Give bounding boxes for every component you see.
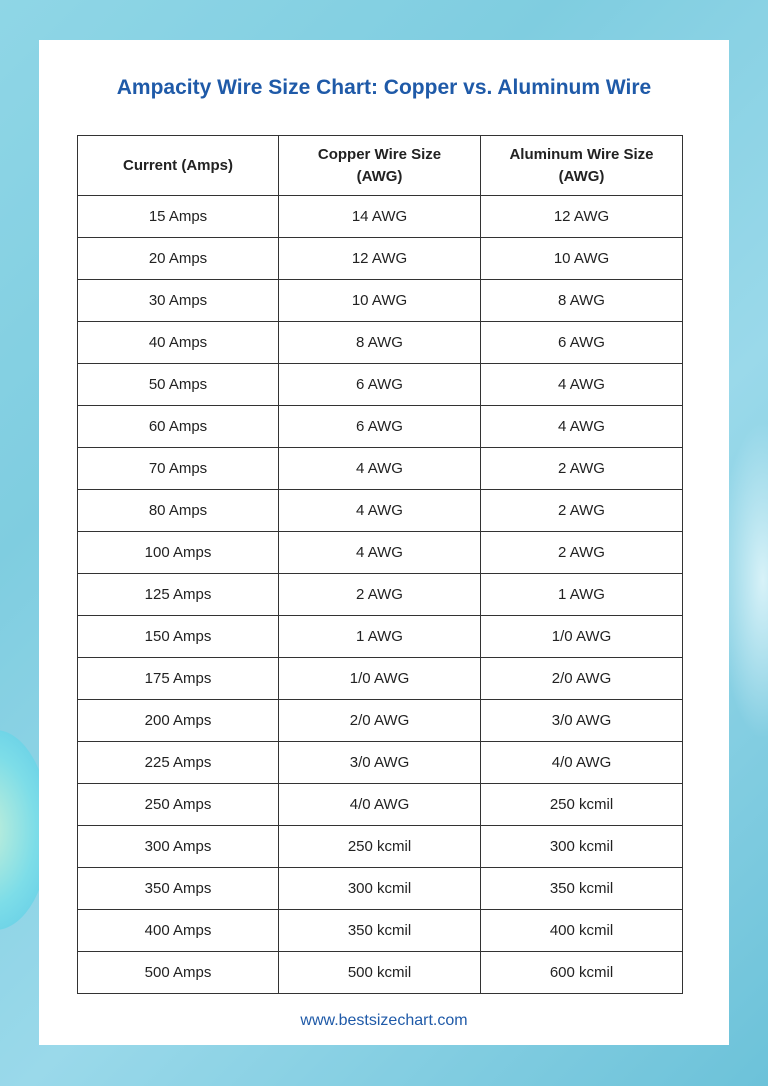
cell-copper: 4/0 AWG [279,784,481,826]
cell-aluminum: 8 AWG [481,280,683,322]
cell-current: 175 Amps [78,658,279,700]
table-header-row [78,136,683,196]
cell-current: 200 Amps [78,700,279,742]
cell-copper: 2/0 AWG [279,700,481,742]
table-row [78,700,683,742]
cell-aluminum: 6 AWG [481,322,683,364]
cell-copper: 12 AWG [279,238,481,280]
cell-copper: 250 kcmil [279,826,481,868]
cell-aluminum: 250 kcmil [481,784,683,826]
table-row [78,196,683,238]
cell-copper: 1/0 AWG [279,658,481,700]
cell-current: 70 Amps [78,448,279,490]
cell-copper: 2 AWG [279,574,481,616]
cell-aluminum: 1/0 AWG [481,616,683,658]
cell-current: 80 Amps [78,490,279,532]
cell-copper: 4 AWG [279,532,481,574]
cell-copper: 6 AWG [279,406,481,448]
table-row [78,868,683,910]
cell-copper: 4 AWG [279,490,481,532]
table-body [78,196,683,994]
cell-aluminum: 10 AWG [481,238,683,280]
cell-current: 500 Amps [78,952,279,994]
cell-aluminum: 2/0 AWG [481,658,683,700]
cell-aluminum: 350 kcmil [481,868,683,910]
cell-current: 100 Amps [78,532,279,574]
cell-current: 15 Amps [78,196,279,238]
table-row [78,742,683,784]
cell-current: 150 Amps [78,616,279,658]
table-row [78,574,683,616]
cell-current: 20 Amps [78,238,279,280]
table-row [78,238,683,280]
cell-aluminum: 2 AWG [481,532,683,574]
cell-copper: 10 AWG [279,280,481,322]
table-row [78,658,683,700]
cell-current: 250 Amps [78,784,279,826]
cell-copper: 500 kcmil [279,952,481,994]
footer-url: www.bestsizechart.com [300,1012,468,1029]
table-row [78,910,683,952]
cell-current: 300 Amps [78,826,279,868]
cell-current: 225 Amps [78,742,279,784]
cell-current: 60 Amps [78,406,279,448]
page-title: Ampacity Wire Size Chart: Copper vs. Aluminum Wire [116,76,652,99]
cell-copper: 6 AWG [279,364,481,406]
cell-current: 40 Amps [78,322,279,364]
cell-copper: 300 kcmil [279,868,481,910]
cell-aluminum: 4/0 AWG [481,742,683,784]
cell-aluminum: 400 kcmil [481,910,683,952]
cell-copper: 14 AWG [279,196,481,238]
cell-copper: 4 AWG [279,448,481,490]
ampacity-table [77,135,683,994]
cell-aluminum: 300 kcmil [481,826,683,868]
cell-aluminum: 2 AWG [481,490,683,532]
cell-current: 30 Amps [78,280,279,322]
table-row [78,532,683,574]
chart-card [39,40,729,1045]
header-aluminum-label: Aluminum Wire Size (AWG) [509,145,654,185]
header-copper-label: Copper Wire Size (AWG) [317,145,442,185]
cell-copper: 3/0 AWG [279,742,481,784]
table-row [78,490,683,532]
table-row [78,406,683,448]
table-row [78,364,683,406]
cell-aluminum: 4 AWG [481,406,683,448]
table-row [78,952,683,994]
table-row [78,616,683,658]
cell-copper: 1 AWG [279,616,481,658]
cell-aluminum: 1 AWG [481,574,683,616]
cell-current: 125 Amps [78,574,279,616]
cell-current: 50 Amps [78,364,279,406]
cell-current: 400 Amps [78,910,279,952]
cell-current: 350 Amps [78,868,279,910]
cell-aluminum: 600 kcmil [481,952,683,994]
table-row [78,826,683,868]
table-row [78,322,683,364]
cell-aluminum: 4 AWG [481,364,683,406]
header-copper [279,136,481,196]
cell-copper: 8 AWG [279,322,481,364]
table-row [78,448,683,490]
cell-aluminum: 12 AWG [481,196,683,238]
cell-aluminum: 3/0 AWG [481,700,683,742]
header-aluminum [481,136,683,196]
header-current: Current (Amps) [78,136,279,196]
cell-aluminum: 2 AWG [481,448,683,490]
table-row [78,280,683,322]
cell-copper: 350 kcmil [279,910,481,952]
table-row [78,784,683,826]
